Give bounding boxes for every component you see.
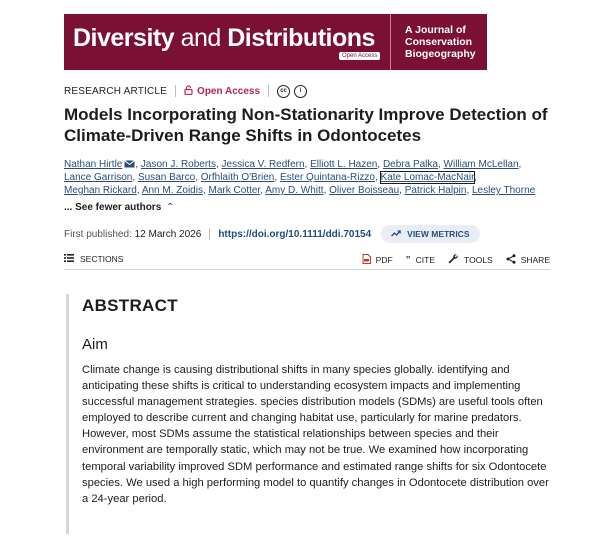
by-icon[interactable]: i (294, 85, 307, 98)
abstract-heading: ABSTRACT (82, 296, 178, 315)
article-toolbar (64, 250, 550, 270)
list-icon (64, 253, 74, 265)
author-separator: , (260, 185, 266, 196)
publication-info (64, 227, 480, 241)
author-link[interactable]: Lesley Thorne (472, 185, 536, 196)
author-link[interactable]: Susan Barco (137, 172, 196, 183)
quote-icon: ” (405, 254, 411, 266)
open-access-tag: Open Access (339, 52, 380, 60)
sections-button[interactable] (64, 253, 123, 265)
article-type: RESEARCH ARTICLE (64, 85, 168, 97)
author-separator: , (132, 172, 138, 183)
pdf-icon (362, 254, 371, 267)
pdf-button[interactable] (362, 254, 393, 267)
cc-icon[interactable]: cc (277, 85, 290, 98)
share-icon (506, 254, 516, 267)
tools-label: TOOLS (464, 255, 493, 265)
author-separator: , (374, 172, 381, 183)
author-link[interactable]: Ann M. Zoidis (141, 185, 203, 196)
see-fewer-authors-link[interactable] (64, 202, 174, 213)
abstract-section (66, 294, 553, 534)
email-icon[interactable] (122, 159, 135, 170)
author-separator: , (323, 185, 330, 196)
author-link[interactable]: Mark Cotter (208, 185, 261, 196)
author-separator: , (304, 159, 311, 170)
cite-button[interactable] (406, 255, 435, 266)
lock-icon (184, 85, 193, 98)
author-separator: , (437, 159, 444, 170)
journal-banner[interactable] (64, 14, 487, 70)
chevron-up-icon: ⌃ (166, 202, 175, 213)
abstract-subheading: Aim (82, 336, 108, 353)
author-link[interactable]: Jessica V. Redfern (221, 159, 305, 170)
author-link[interactable]: Lance Garrison (64, 172, 133, 183)
author-separator: , (274, 172, 280, 183)
author-separator: , (466, 185, 472, 196)
first-published-label: First published: (64, 228, 132, 240)
author-link[interactable]: Ester Quintana-Rizzo (279, 172, 375, 183)
author-separator: , (195, 172, 201, 183)
share-button[interactable] (506, 254, 550, 267)
author-separator: , (399, 185, 405, 196)
doi-link[interactable]: https://doi.org/10.1111/ddi.70154 (218, 228, 372, 240)
open-access-label: Open Access (197, 85, 261, 97)
share-label: SHARE (520, 255, 550, 265)
journal-subtitle-line: Biogeography (405, 48, 476, 60)
wrench-icon (448, 253, 459, 267)
cite-label: CITE (415, 255, 436, 265)
journal-logo (64, 14, 391, 70)
trending-icon (391, 229, 401, 239)
pdf-label: PDF (375, 255, 393, 265)
journal-title-word-2: Distributions (227, 24, 375, 52)
author-separator: , (135, 159, 141, 170)
author-separator: , (202, 185, 209, 196)
author-link[interactable]: Jason J. Roberts (140, 159, 216, 170)
author-separator: , (136, 185, 142, 196)
article-meta (64, 84, 311, 98)
author-link[interactable]: Oliver Boisseau (329, 185, 400, 196)
journal-subtitle (391, 14, 487, 70)
divider (268, 85, 269, 97)
abstract-text: Climate change is causing distributional shifts in many species globally. identifying and anticipating these shifts is critical to understanding ecosystem impacts and implementing successful management strategies. species distribution models (SDMs) are useful tools often employed to describe current and changing habitat use, particularly for marine predators. However, most SDMs assume the statistical relationships between species and their environment are temporally static, which may not be true. We examined how incorporating temporal variability improved SDM performance and estimated range shifts for six Odontocete species. We used a high performing model to quantify changes in Odontocete distribution over a 24-year period. (82, 364, 549, 505)
author-link[interactable]: William McLellan (443, 159, 519, 170)
author-link[interactable]: Kate Lomac-MacNair (380, 172, 474, 183)
author-separator: , (377, 159, 383, 170)
author-link[interactable]: Orfhlaith O'Brien (200, 172, 275, 183)
author-link[interactable]: Nathan Hirtle (64, 159, 123, 170)
view-metrics-button[interactable] (381, 225, 479, 243)
author-separator: , (473, 172, 477, 183)
author-link[interactable]: Amy D. Whitt (265, 185, 324, 196)
journal-title-and: and (180, 24, 221, 52)
journal-title-word-1: Diversity (73, 24, 175, 52)
sections-label: SECTIONS (80, 254, 124, 264)
author-link[interactable]: Debra Palka (382, 159, 438, 170)
author-list (64, 158, 554, 197)
view-metrics-label: VIEW METRICS (407, 229, 470, 239)
first-published-date: 12 March 2026 (134, 228, 202, 240)
journal-title (73, 24, 375, 53)
journal-subtitle-line: Conservation (405, 36, 473, 48)
author-separator: , (215, 159, 222, 170)
journal-subtitle-line: A Journal of (405, 24, 466, 36)
author-link[interactable]: Elliott L. Hazen (310, 159, 378, 170)
author-link[interactable]: Patrick Halpin (404, 185, 467, 196)
divider (209, 228, 210, 240)
tools-button[interactable] (448, 253, 493, 267)
article-title: Models Incorporating Non-Stationarity Improve Detection of Climate-Driven Range Shifts in Odontocetes (64, 105, 548, 145)
divider (175, 85, 176, 97)
author-separator: , (518, 159, 522, 170)
see-fewer-label: ... See fewer authors (64, 202, 162, 213)
author-link[interactable]: Meghan Rickard (64, 185, 137, 196)
